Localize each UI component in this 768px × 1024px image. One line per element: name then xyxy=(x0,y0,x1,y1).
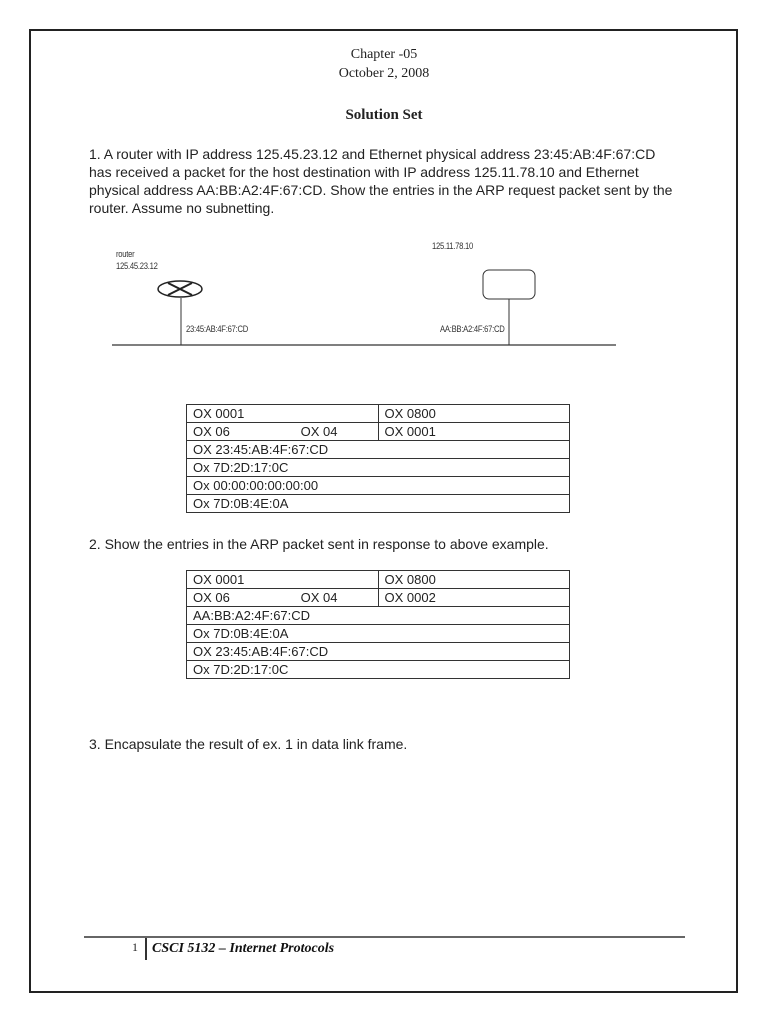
protocol-length: OX 04 xyxy=(300,590,338,605)
host-ip-label: 125.11.78.10 xyxy=(432,241,474,251)
page-title: Solution Set xyxy=(345,107,423,123)
table-row xyxy=(187,625,570,643)
target-protocol-address: Ox 7D:0B:4E:0A xyxy=(187,495,570,513)
question-1: 1. A router with IP address 125.45.23.12 and Ethernet physical address 23:45:AB:4F:67:CD has received a packet for the host destination with IP address 125.11.78.10 and Ethernet physical address AA:BB:A2:4F:67:CD. Show the entries in the ARP request packet sent by the router. Assume no subnetting. xyxy=(89,146,673,216)
target-hardware-address: OX 23:45:AB:4F:67:CD xyxy=(187,643,570,661)
table-row xyxy=(187,589,570,607)
footer-rule xyxy=(84,936,685,938)
arp-request-table xyxy=(186,404,570,513)
chapter-heading: Chapter -05 xyxy=(350,47,418,62)
router-label: router xyxy=(116,249,135,259)
question-2: 2. Show the entries in the ARP packet sent in response to above example. xyxy=(89,536,549,552)
host-mac-label: AA:BB:A2:4F:67:CD xyxy=(440,324,505,334)
protocol-type-cell: OX 0800 xyxy=(378,405,570,423)
protocol-length: OX 04 xyxy=(300,424,338,439)
hardware-length: OX 06 xyxy=(193,424,230,439)
table-row xyxy=(187,607,570,625)
target-protocol-address: Ox 7D:2D:17:0C xyxy=(187,661,570,679)
question-3: 3. Encapsulate the result of ex. 1 in data link frame. xyxy=(89,736,408,752)
table-row xyxy=(187,405,570,423)
table-row xyxy=(187,643,570,661)
router-mac-label: 23:45:AB:4F:67:CD xyxy=(186,324,249,334)
page-number: 1 xyxy=(132,940,138,954)
sender-protocol-address: Ox 7D:2D:17:0C xyxy=(187,459,570,477)
operation-cell: OX 0002 xyxy=(378,589,570,607)
target-hardware-address: Ox 00:00:00:00:00:00 xyxy=(187,477,570,495)
hardware-type-cell: OX 0001 xyxy=(187,571,379,589)
hardware-length: OX 06 xyxy=(193,590,230,605)
table-row xyxy=(187,661,570,679)
sender-hardware-address: AA:BB:A2:4F:67:CD xyxy=(187,607,570,625)
sender-protocol-address: Ox 7D:0B:4E:0A xyxy=(187,625,570,643)
length-cell xyxy=(187,423,379,441)
table-row xyxy=(187,423,570,441)
footer-course-title: CSCI 5132 – Internet Protocols xyxy=(152,941,335,956)
table-row xyxy=(187,459,570,477)
operation-cell: OX 0001 xyxy=(378,423,570,441)
date-heading: October 2, 2008 xyxy=(338,66,430,81)
table-row xyxy=(187,571,570,589)
footer-separator xyxy=(145,938,147,960)
sender-hardware-address: OX 23:45:AB:4F:67:CD xyxy=(187,441,570,459)
arp-reply-table xyxy=(186,570,570,679)
table-row xyxy=(187,477,570,495)
table-row xyxy=(187,495,570,513)
length-cell xyxy=(187,589,379,607)
router-ip-label: 125.45.23.12 xyxy=(116,261,158,271)
protocol-type-cell: OX 0800 xyxy=(378,571,570,589)
hardware-type-cell: OX 0001 xyxy=(187,405,379,423)
table-row xyxy=(187,441,570,459)
